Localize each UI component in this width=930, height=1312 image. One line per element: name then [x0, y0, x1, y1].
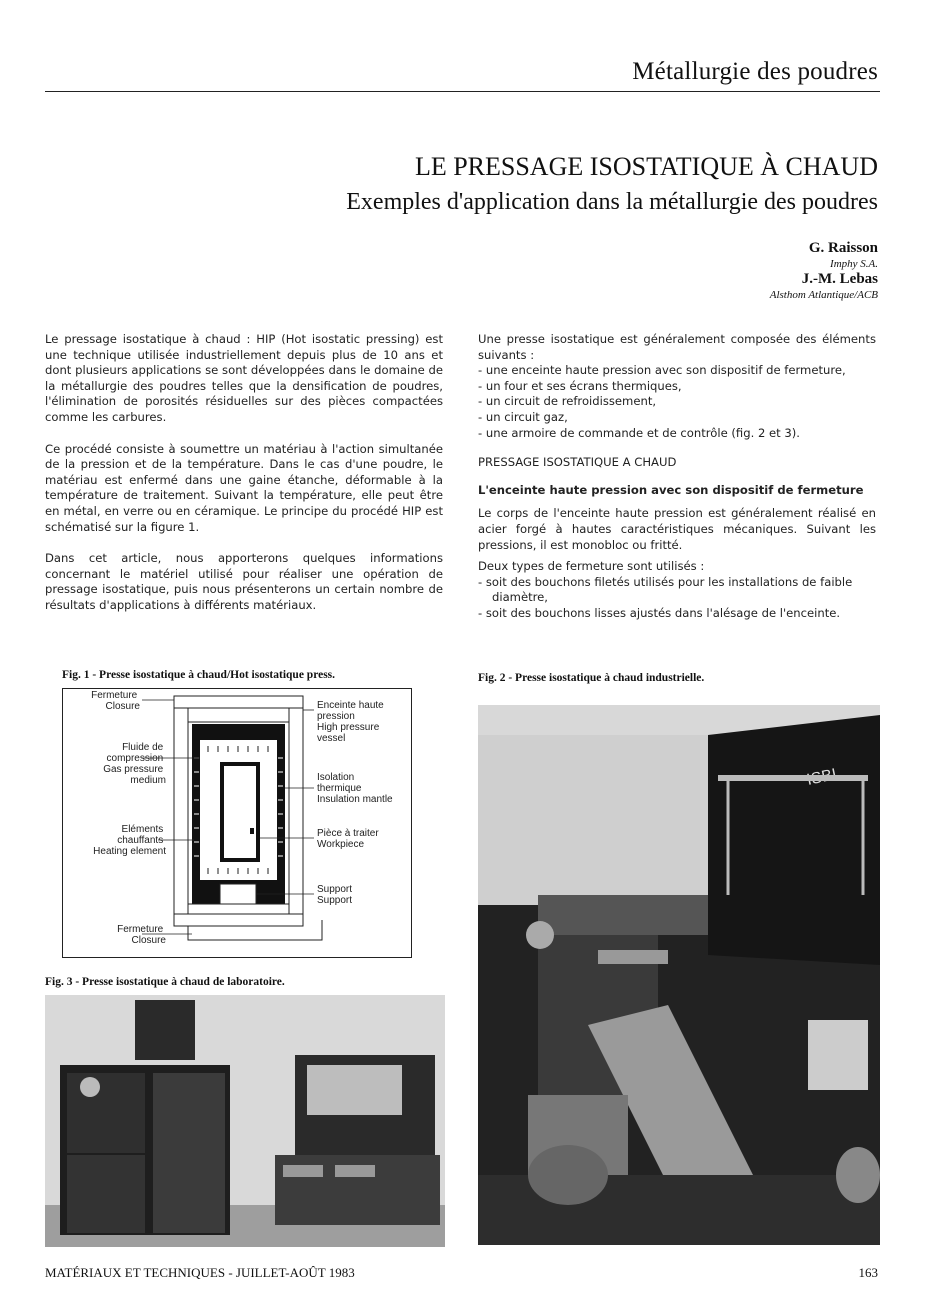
- section-title: Métallurgie des poudres: [632, 58, 878, 85]
- diagram-label: Fermeture Closure: [91, 690, 140, 712]
- list-item: - un circuit gaz,: [478, 409, 568, 424]
- author-affiliation: Alsthom Atlantique/ACB: [769, 289, 878, 301]
- paragraph: Le pressage isostatique à chaud : HIP (Hot isostatic pressing) est une technique utilisée industriellement depuis plus de 10 ans et dont plusieurs applications se sont développées dans le domaine de la métallurgie des poudres telles que la densification de poudres, l'élimination de porosités résiduelles sur des pièces compactées comme les carbures.: [45, 332, 443, 424]
- list-item: - un circuit de refroidissement,: [478, 394, 657, 409]
- paragraph: Ce procédé consiste à soumettre un matériau à l'action simultanée de la pression et de la température. Dans le cas d'une poudre, le matériau est enfermé dans une gaine étanche, déformable à la température de traitement. Suivant la température, elle peut être en métal, en verre ou en céramique. Le principe du procédé HIP est schématisé sur la figure 1.: [45, 441, 443, 534]
- diagram-label: Support Support: [317, 884, 353, 906]
- list-item: - une armoire de commande et de contrôle (fig. 2 et 3).: [478, 425, 800, 440]
- paragraph: Une presse isostatique est généralement composée des éléments suivants :: [478, 332, 876, 362]
- diagram-label: Fermeture Closure: [117, 924, 166, 946]
- left-column: [45, 332, 443, 630]
- paragraph: Deux types de fermeture sont utilisés :: [478, 559, 705, 574]
- page-number: 163: [858, 1265, 878, 1280]
- list-item: - soit des bouchons filetés utilisés pour les installations de faible diamètre,: [478, 574, 853, 605]
- list-item: - une enceinte haute pression avec son dispositif de fermeture,: [478, 363, 846, 378]
- article-title: LE PRESSAGE ISOSTATIQUE À CHAUD: [414, 152, 878, 181]
- diagram-label: Fluide de compression Gas pressure medium: [103, 742, 166, 786]
- author-name: J.-M. Lebas: [801, 271, 878, 287]
- figure-caption: Fig. 2 - Presse isostatique à chaud industrielle.: [478, 672, 705, 684]
- figure-caption: Fig. 3 - Presse isostatique à chaud de laboratoire.: [45, 976, 285, 988]
- author-affiliation: Imphy S.A.: [830, 258, 878, 270]
- diagram-label: Pièce à traiter Workpiece: [317, 828, 379, 850]
- right-column: [478, 332, 876, 622]
- diagram-label: Isolation thermique Insulation mantle: [317, 772, 393, 805]
- figure-2-photo: [478, 705, 880, 1245]
- section-heading: PRESSAGE ISOSTATIQUE A CHAUD: [478, 455, 677, 470]
- journal-name: MATÉRIAUX ET TECHNIQUES - JUILLET-AOÛT 1983: [45, 1265, 355, 1280]
- author-name: G. Raisson: [808, 240, 878, 256]
- diagram-label: Eléments chauffants Heating element: [93, 824, 166, 857]
- figure-caption: Fig. 1 - Presse isostatique à chaud/Hot isostatique press.: [62, 669, 336, 681]
- figure-3-photo: [45, 995, 445, 1247]
- header-rule: [45, 91, 880, 92]
- diagram-label: Enceinte haute pression High pressure vessel: [317, 700, 384, 744]
- list-item: - un four et ses écrans thermiques,: [478, 378, 682, 393]
- list-item: - soit des bouchons lisses ajustés dans l'alésage de l'enceinte.: [478, 605, 841, 620]
- subsection-heading: L'enceinte haute pression avec son dispositif de fermeture: [478, 482, 864, 497]
- figure-1-diagram: [62, 688, 412, 958]
- paragraph: Dans cet article, nous apporterons quelques informations concernant le matériel utilisé pour réaliser une opération de pressage isostatique, puis nous présenterons un certain nombre de résultats d'applications à différents matériaux.: [45, 551, 443, 612]
- paragraph: Le corps de l'enceinte haute pression est généralement réalisé en acier forgé à hautes caractéristiques mécaniques. Suivant les pressions, il est monobloc ou fritté.: [478, 506, 876, 552]
- article-subtitle: Exemples d'application dans la métallurgie des poudres: [346, 189, 878, 215]
